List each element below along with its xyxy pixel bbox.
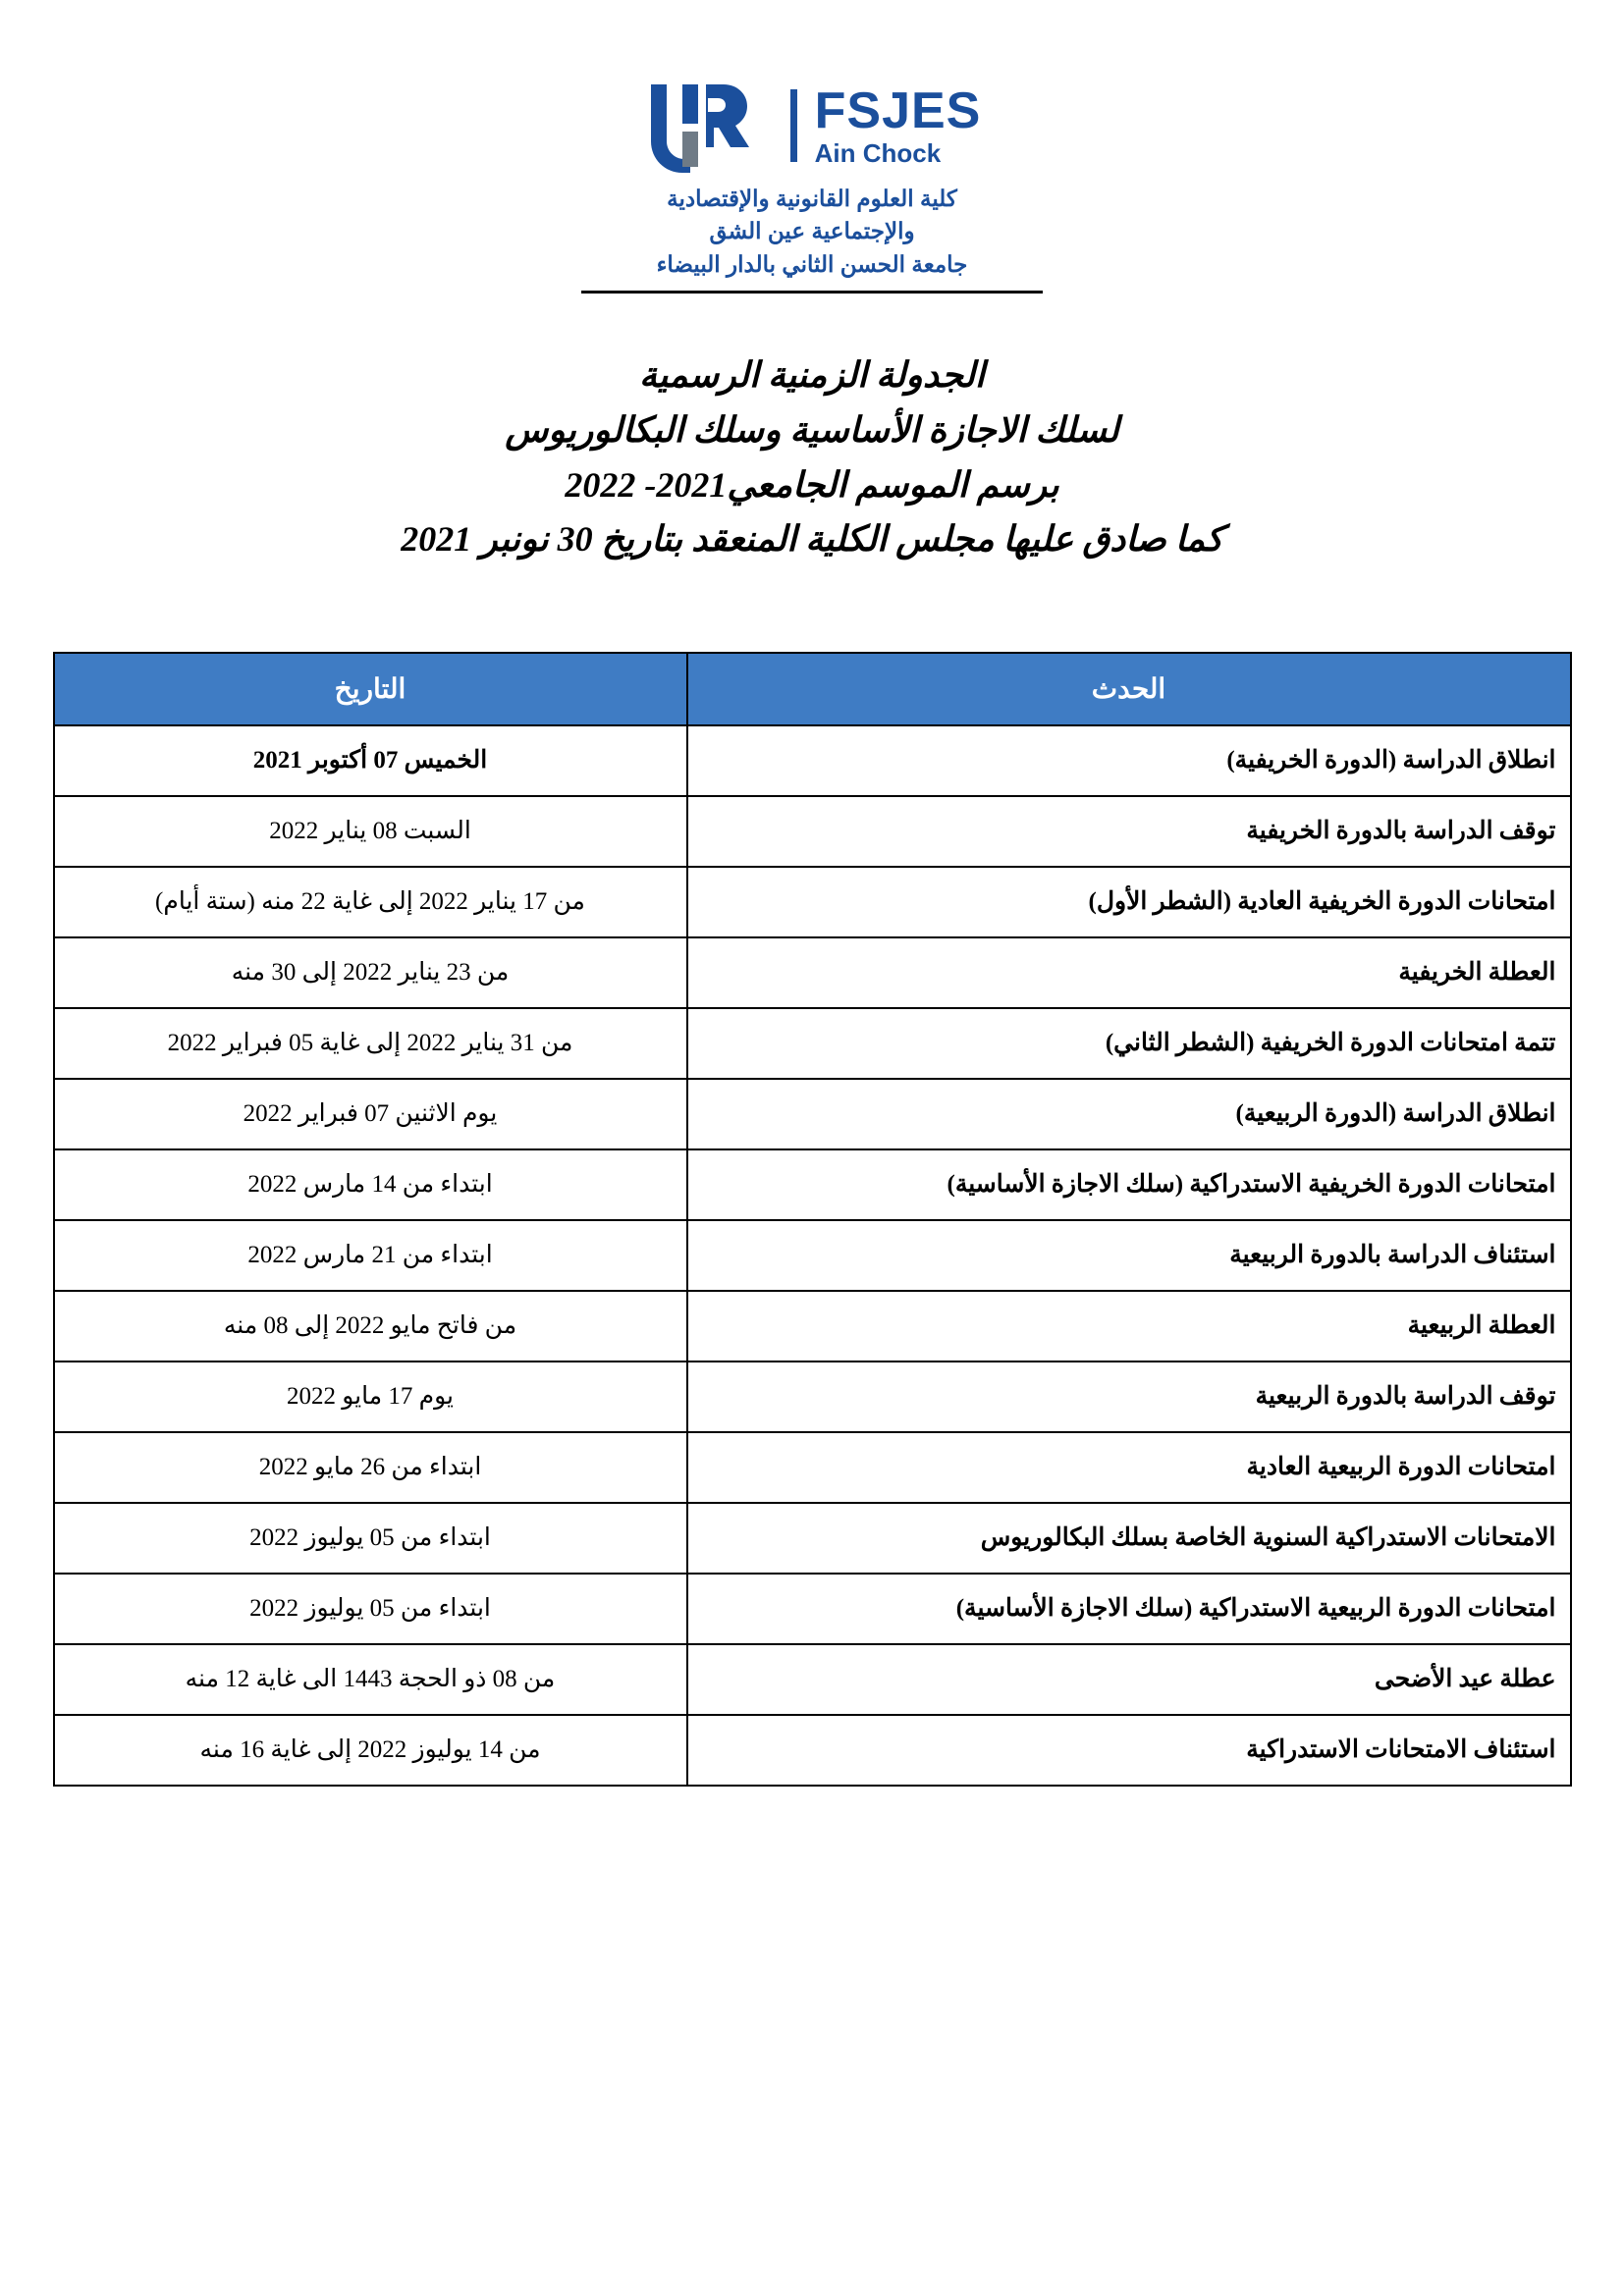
cell-date: الخميس 07 أكتوبر 2021	[54, 725, 687, 796]
cell-date: من 14 يوليوز 2022 إلى غاية 16 منه	[54, 1715, 687, 1786]
header-divider	[581, 291, 1043, 294]
cell-date: من 17 يناير 2022 إلى غاية 22 منه (ستة أيام)	[54, 867, 687, 937]
table-row	[54, 1008, 1571, 1079]
cell-date: السبت 08 يناير 2022	[54, 796, 687, 867]
table-header-row	[54, 653, 1571, 725]
cell-date: ابتداء من 26 مايو 2022	[54, 1432, 687, 1503]
table-row	[54, 867, 1571, 937]
cell-date: ابتداء من 05 يوليوز 2022	[54, 1503, 687, 1574]
cell-date: من فاتح مايو 2022 إلى 08 منه	[54, 1291, 687, 1362]
table-row	[54, 1362, 1571, 1432]
cell-event: العطلة الربيعية	[687, 1291, 1571, 1362]
cell-event: العطلة الخريفية	[687, 937, 1571, 1008]
schedule-table	[53, 652, 1572, 1787]
document-header	[59, 79, 1565, 294]
institution-line-3: جامعة الحسن الثاني بالدار البيضاء	[656, 250, 968, 277]
table-row	[54, 1220, 1571, 1291]
cell-event: استئناف الامتحانات الاستدراكية	[687, 1715, 1571, 1786]
title-line-3: برسم الموسم الجامعي2021- 2022	[565, 464, 1059, 505]
cell-date: من 31 يناير 2022 إلى غاية 05 فبراير 2022	[54, 1008, 687, 1079]
logo-divider	[790, 89, 797, 162]
cell-event: توقف الدراسة بالدورة الخريفية	[687, 796, 1571, 867]
cell-event: امتحانات الدورة الربيعية الاستدراكية (سلك الاجازة الأساسية)	[687, 1574, 1571, 1644]
cell-event: استئناف الدراسة بالدورة الربيعية	[687, 1220, 1571, 1291]
cell-event: امتحانات الدورة الخريفية العادية (الشطر الأول)	[687, 867, 1571, 937]
table-row	[54, 937, 1571, 1008]
logo-row	[59, 79, 1565, 173]
institution-name	[59, 183, 1565, 281]
table-row	[54, 1574, 1571, 1644]
cell-date: يوم الاثنين 07 فبراير 2022	[54, 1079, 687, 1149]
table-head	[54, 653, 1571, 725]
cell-event: عطلة عيد الأضحى	[687, 1644, 1571, 1715]
institution-line-2: والإجتماعية عين الشق	[709, 218, 915, 244]
title-line-4: كما صادق عليها مجلس الكلية المنعقد بتاريخ 30 نونبر 2021	[401, 519, 1223, 560]
cell-date: من 08 ذو الحجة 1443 الى غاية 12 منه	[54, 1644, 687, 1715]
table-row	[54, 1432, 1571, 1503]
cell-event: امتحانات الدورة الربيعية العادية	[687, 1432, 1571, 1503]
table-row	[54, 1715, 1571, 1786]
logo-subtitle: Ain Chock	[814, 138, 942, 168]
logo-title: FSJES	[814, 82, 982, 139]
table-row	[54, 1503, 1571, 1574]
page-title	[59, 348, 1565, 567]
table-row	[54, 1079, 1571, 1149]
title-line-2: لسلك الاجازة الأساسية وسلك البكالوريوس	[505, 409, 1119, 450]
cell-date: يوم 17 مايو 2022	[54, 1362, 687, 1432]
table-body	[54, 725, 1571, 1786]
fsjes-logo-icon	[643, 79, 773, 173]
cell-event: توقف الدراسة بالدورة الربيعية	[687, 1362, 1571, 1432]
cell-date: ابتداء من 05 يوليوز 2022	[54, 1574, 687, 1644]
table-row	[54, 1291, 1571, 1362]
table-row	[54, 725, 1571, 796]
cell-date: ابتداء من 21 مارس 2022	[54, 1220, 687, 1291]
cell-date: من 23 يناير 2022 إلى 30 منه	[54, 937, 687, 1008]
institution-line-1: كلية العلوم القانونية والإقتصادية	[667, 186, 957, 211]
table-row	[54, 796, 1571, 867]
schedule-table-container	[59, 652, 1565, 1787]
logo-text	[814, 82, 982, 168]
cell-event: تتمة امتحانات الدورة الخريفية (الشطر الثاني)	[687, 1008, 1571, 1079]
title-line-1: الجدولة الزمنية الرسمية	[639, 355, 985, 396]
column-header-event: الحدث	[687, 653, 1571, 725]
cell-event: الامتحانات الاستدراكية السنوية الخاصة بسلك البكالوريوس	[687, 1503, 1571, 1574]
cell-event: امتحانات الدورة الخريفية الاستدراكية (سلك الاجازة الأساسية)	[687, 1149, 1571, 1220]
cell-event: انطلاق الدراسة (الدورة الخريفية)	[687, 725, 1571, 796]
table-row	[54, 1644, 1571, 1715]
column-header-date: التاريخ	[54, 653, 687, 725]
table-row	[54, 1149, 1571, 1220]
cell-event: انطلاق الدراسة (الدورة الربيعية)	[687, 1079, 1571, 1149]
cell-date: ابتداء من 14 مارس 2022	[54, 1149, 687, 1220]
